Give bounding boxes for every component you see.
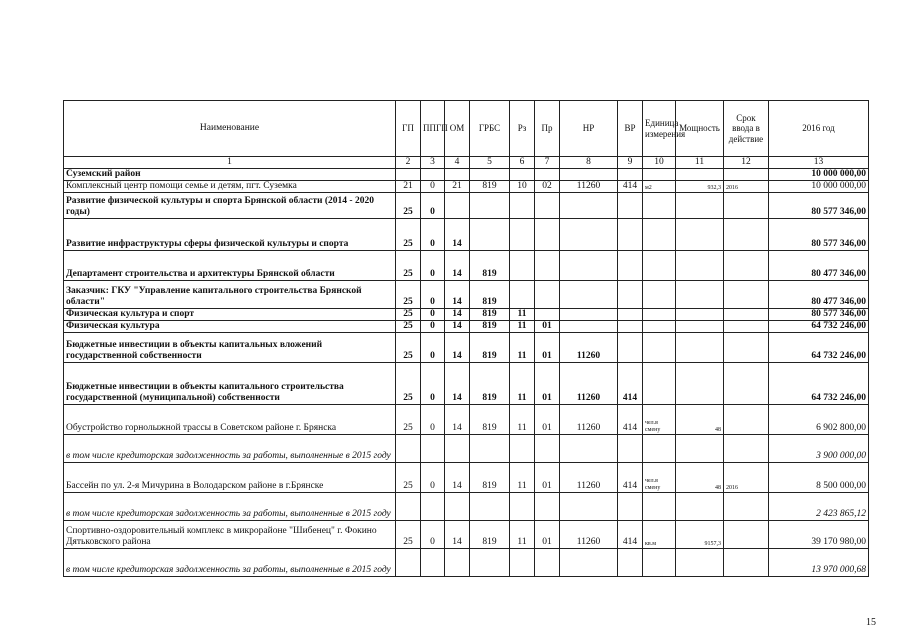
cell-rz: 11: [510, 520, 535, 548]
cell-nr: 11260: [560, 332, 618, 362]
cell-vr: [618, 332, 643, 362]
cell-capacity: [676, 362, 724, 404]
cell-amount: 80 477 346,00: [769, 250, 869, 280]
cell-name: Суземский район: [64, 168, 396, 180]
cell-om: 14: [445, 462, 470, 492]
cell-pr: [535, 308, 560, 320]
cell-amount: 13 970 000,68: [769, 548, 869, 576]
cell-grbs: 819: [470, 332, 510, 362]
cell-ppgp: 0: [421, 462, 445, 492]
table-row: [64, 434, 869, 462]
column-number-row: [64, 157, 869, 169]
cell-nr: [560, 320, 618, 332]
cell-capacity: [676, 548, 724, 576]
header-vr: ВР: [618, 101, 643, 157]
header-unit: Единица измерения: [643, 101, 676, 157]
cell-nr: 11260: [560, 520, 618, 548]
cell-vr: 414: [618, 462, 643, 492]
cell-grbs: 819: [470, 462, 510, 492]
column-number-cell: 13: [769, 157, 869, 169]
header-ppgp: ППГП: [421, 101, 445, 157]
column-number-cell: 7: [535, 157, 560, 169]
cell-om: [445, 434, 470, 462]
cell-vr: [618, 320, 643, 332]
cell-term: [724, 250, 769, 280]
cell-ppgp: 0: [421, 218, 445, 250]
cell-amount: 80 577 346,00: [769, 308, 869, 320]
cell-om: 14: [445, 332, 470, 362]
cell-om: [445, 192, 470, 218]
cell-capacity: 932,3: [676, 180, 724, 192]
cell-unit: м2: [643, 180, 676, 192]
cell-term: [724, 168, 769, 180]
cell-gp: 25: [396, 362, 421, 404]
cell-pr: 01: [535, 520, 560, 548]
cell-amount: 2 423 865,12: [769, 492, 869, 520]
cell-capacity: [676, 320, 724, 332]
cell-name: Бюджетные инвестиции в объекты капитальных вложений государственной собственности: [64, 332, 396, 362]
cell-capacity: 48: [676, 462, 724, 492]
header-rz: Рз: [510, 101, 535, 157]
cell-capacity: [676, 434, 724, 462]
cell-nr: 11260: [560, 404, 618, 434]
cell-unit: кв.м: [643, 520, 676, 548]
column-number-cell: 5: [470, 157, 510, 169]
cell-amount: 64 732 246,00: [769, 332, 869, 362]
header-term: Срок ввода в действие: [724, 101, 769, 157]
cell-vr: 414: [618, 520, 643, 548]
page-number: 15: [866, 617, 876, 628]
cell-pr: [535, 548, 560, 576]
cell-gp: 25: [396, 520, 421, 548]
cell-name: Физическая культура: [64, 320, 396, 332]
cell-vr: [618, 168, 643, 180]
header-name: Наименование: [64, 101, 396, 157]
table-row: [64, 192, 869, 218]
cell-capacity: [676, 308, 724, 320]
cell-nr: [560, 308, 618, 320]
cell-term: [724, 320, 769, 332]
cell-grbs: [470, 548, 510, 576]
header-grbs: ГРБС: [470, 101, 510, 157]
cell-grbs: [470, 492, 510, 520]
cell-unit: [643, 362, 676, 404]
cell-ppgp: 0: [421, 362, 445, 404]
cell-capacity: [676, 250, 724, 280]
table-body: [64, 168, 869, 576]
cell-om: 14: [445, 250, 470, 280]
cell-rz: 11: [510, 404, 535, 434]
cell-om: [445, 168, 470, 180]
header-nr: НР: [560, 101, 618, 157]
cell-vr: 414: [618, 362, 643, 404]
cell-term: [724, 404, 769, 434]
header-gp: ГП: [396, 101, 421, 157]
cell-gp: 25: [396, 404, 421, 434]
cell-unit: чел.в смену: [643, 404, 676, 434]
cell-rz: [510, 434, 535, 462]
cell-amount: 8 500 000,00: [769, 462, 869, 492]
cell-amount: 80 577 346,00: [769, 192, 869, 218]
cell-om: 14: [445, 218, 470, 250]
cell-amount: 10 000 000,00: [769, 168, 869, 180]
cell-vr: [618, 218, 643, 250]
cell-rz: [510, 492, 535, 520]
cell-rz: [510, 548, 535, 576]
cell-pr: [535, 192, 560, 218]
cell-name: Физическая культура и спорт: [64, 308, 396, 320]
cell-rz: 11: [510, 332, 535, 362]
cell-gp: 25: [396, 308, 421, 320]
table-row: [64, 218, 869, 250]
cell-vr: [618, 308, 643, 320]
cell-gp: [396, 548, 421, 576]
cell-name: Спортивно-оздоровительный комплекс в микрорайоне "Шибенец" г. Фокино Дятьковского района: [64, 520, 396, 548]
cell-unit: [643, 168, 676, 180]
column-number-cell: 4: [445, 157, 470, 169]
header-row: [64, 101, 869, 157]
cell-term: [724, 434, 769, 462]
cell-rz: 11: [510, 362, 535, 404]
cell-vr: [618, 250, 643, 280]
cell-ppgp: 0: [421, 250, 445, 280]
cell-gp: 25: [396, 250, 421, 280]
cell-grbs: 819: [470, 308, 510, 320]
cell-pr: 01: [535, 362, 560, 404]
cell-amount: 6 902 800,00: [769, 404, 869, 434]
cell-ppgp: 0: [421, 520, 445, 548]
column-number-cell: 3: [421, 157, 445, 169]
cell-pr: [535, 218, 560, 250]
cell-name: Обустройство горнолыжной трассы в Советском районе г. Брянска: [64, 404, 396, 434]
cell-term: [724, 520, 769, 548]
cell-name: Развитие физической культуры и спорта Брянской области (2014 - 2020 годы): [64, 192, 396, 218]
cell-pr: 01: [535, 320, 560, 332]
cell-vr: [618, 434, 643, 462]
cell-ppgp: [421, 168, 445, 180]
cell-gp: 25: [396, 462, 421, 492]
cell-rz: 11: [510, 308, 535, 320]
header-pr: Пр: [535, 101, 560, 157]
cell-capacity: [676, 280, 724, 308]
cell-rz: 11: [510, 462, 535, 492]
cell-ppgp: 0: [421, 180, 445, 192]
cell-name: Бюджетные инвестиции в объекты капитального строительства государственной (муниципальной) собственности: [64, 362, 396, 404]
cell-amount: 3 900 000,00: [769, 434, 869, 462]
cell-gp: [396, 492, 421, 520]
table-row: [64, 280, 869, 308]
cell-term: [724, 332, 769, 362]
cell-gp: [396, 168, 421, 180]
cell-capacity: [676, 192, 724, 218]
cell-amount: 64 732 246,00: [769, 320, 869, 332]
cell-grbs: [470, 218, 510, 250]
cell-pr: [535, 492, 560, 520]
column-number-cell: 2: [396, 157, 421, 169]
cell-term: [724, 548, 769, 576]
cell-gp: 25: [396, 280, 421, 308]
cell-om: 14: [445, 362, 470, 404]
cell-vr: 414: [618, 180, 643, 192]
cell-unit: чел.в смену: [643, 462, 676, 492]
cell-om: 21: [445, 180, 470, 192]
cell-ppgp: [421, 548, 445, 576]
cell-capacity: 48: [676, 404, 724, 434]
table-row: [64, 250, 869, 280]
cell-pr: 01: [535, 462, 560, 492]
cell-rz: 11: [510, 320, 535, 332]
cell-om: [445, 548, 470, 576]
cell-grbs: 819: [470, 520, 510, 548]
cell-name: Комплексный центр помощи семье и детям, пгт. Суземка: [64, 180, 396, 192]
cell-grbs: 819: [470, 280, 510, 308]
cell-nr: 11260: [560, 362, 618, 404]
cell-ppgp: 0: [421, 332, 445, 362]
cell-unit: [643, 250, 676, 280]
cell-pr: [535, 434, 560, 462]
cell-unit: [643, 332, 676, 362]
cell-unit: [643, 280, 676, 308]
cell-ppgp: [421, 434, 445, 462]
cell-grbs: [470, 192, 510, 218]
column-number-cell: 6: [510, 157, 535, 169]
cell-pr: 02: [535, 180, 560, 192]
cell-rz: [510, 218, 535, 250]
cell-name: Департамент строительства и архитектуры Брянской области: [64, 250, 396, 280]
cell-capacity: 9157,3: [676, 520, 724, 548]
table-row: [64, 168, 869, 180]
table-row: [64, 320, 869, 332]
column-number-cell: 11: [676, 157, 724, 169]
table-row: [64, 462, 869, 492]
cell-grbs: 819: [470, 180, 510, 192]
cell-name: Заказчик: ГКУ "Управление капитального строительства Брянской области": [64, 280, 396, 308]
cell-grbs: 819: [470, 320, 510, 332]
cell-nr: [560, 250, 618, 280]
cell-pr: 01: [535, 404, 560, 434]
cell-nr: 11260: [560, 462, 618, 492]
cell-capacity: [676, 492, 724, 520]
cell-vr: [618, 492, 643, 520]
header-year: 2016 год: [769, 101, 869, 157]
cell-unit: [643, 320, 676, 332]
cell-nr: [560, 218, 618, 250]
cell-amount: 80 577 346,00: [769, 218, 869, 250]
cell-ppgp: [421, 492, 445, 520]
cell-rz: [510, 280, 535, 308]
header-om: ОМ: [445, 101, 470, 157]
cell-amount: 39 170 980,00: [769, 520, 869, 548]
cell-grbs: 819: [470, 404, 510, 434]
cell-pr: [535, 168, 560, 180]
cell-nr: [560, 168, 618, 180]
cell-nr: [560, 548, 618, 576]
cell-gp: 25: [396, 218, 421, 250]
header-capacity: Мощность: [676, 101, 724, 157]
cell-rz: [510, 168, 535, 180]
cell-rz: [510, 250, 535, 280]
cell-vr: [618, 548, 643, 576]
cell-term: [724, 280, 769, 308]
cell-unit: [643, 218, 676, 250]
cell-amount: 10 000 000,00: [769, 180, 869, 192]
cell-term: [724, 308, 769, 320]
cell-nr: 11260: [560, 180, 618, 192]
cell-ppgp: 0: [421, 320, 445, 332]
cell-om: 14: [445, 308, 470, 320]
table-row: [64, 520, 869, 548]
cell-pr: 01: [535, 332, 560, 362]
cell-rz: 10: [510, 180, 535, 192]
cell-term: [724, 362, 769, 404]
cell-term: [724, 492, 769, 520]
cell-name: Бассейн по ул. 2-я Мичурина в Володарском районе в г.Брянске: [64, 462, 396, 492]
cell-vr: 414: [618, 404, 643, 434]
column-number-cell: 12: [724, 157, 769, 169]
cell-om: 14: [445, 280, 470, 308]
cell-om: 14: [445, 520, 470, 548]
cell-nr: [560, 434, 618, 462]
cell-term: 2016: [724, 180, 769, 192]
cell-term: [724, 192, 769, 218]
cell-om: 14: [445, 320, 470, 332]
table-row: [64, 548, 869, 576]
cell-name: в том числе кредиторская задолженность за работы, выполненные в 2015 году: [64, 434, 396, 462]
cell-unit: [643, 548, 676, 576]
column-number-cell: 1: [64, 157, 396, 169]
table-row: [64, 180, 869, 192]
cell-grbs: [470, 168, 510, 180]
cell-ppgp: 0: [421, 404, 445, 434]
cell-unit: [643, 434, 676, 462]
cell-pr: [535, 250, 560, 280]
cell-rz: [510, 192, 535, 218]
cell-term: [724, 218, 769, 250]
cell-capacity: [676, 218, 724, 250]
cell-unit: [643, 308, 676, 320]
cell-unit: [643, 192, 676, 218]
cell-capacity: [676, 332, 724, 362]
cell-amount: 64 732 246,00: [769, 362, 869, 404]
cell-unit: [643, 492, 676, 520]
table-row: [64, 492, 869, 520]
budget-table: [63, 100, 869, 577]
column-number-cell: 8: [560, 157, 618, 169]
cell-nr: [560, 280, 618, 308]
cell-om: 14: [445, 404, 470, 434]
column-number-cell: 10: [643, 157, 676, 169]
cell-pr: [535, 280, 560, 308]
cell-gp: 21: [396, 180, 421, 192]
cell-nr: [560, 492, 618, 520]
cell-nr: [560, 192, 618, 218]
cell-ppgp: 0: [421, 192, 445, 218]
cell-grbs: [470, 434, 510, 462]
table-row: [64, 404, 869, 434]
cell-gp: 25: [396, 332, 421, 362]
cell-capacity: [676, 168, 724, 180]
cell-name: в том числе кредиторская задолженность за работы, выполненные в 2015 году: [64, 548, 396, 576]
cell-grbs: 819: [470, 362, 510, 404]
cell-name: Развитие инфраструктуры сферы физической культуры и спорта: [64, 218, 396, 250]
cell-ppgp: 0: [421, 308, 445, 320]
cell-gp: 25: [396, 320, 421, 332]
table-row: [64, 308, 869, 320]
cell-ppgp: 0: [421, 280, 445, 308]
table-row: [64, 362, 869, 404]
cell-vr: [618, 192, 643, 218]
cell-vr: [618, 280, 643, 308]
cell-name: в том числе кредиторская задолженность за работы, выполненные в 2015 году: [64, 492, 396, 520]
column-number-cell: 9: [618, 157, 643, 169]
cell-grbs: 819: [470, 250, 510, 280]
cell-gp: 25: [396, 192, 421, 218]
cell-gp: [396, 434, 421, 462]
cell-om: [445, 492, 470, 520]
cell-amount: 80 477 346,00: [769, 280, 869, 308]
table-row: [64, 332, 869, 362]
cell-term: 2016: [724, 462, 769, 492]
